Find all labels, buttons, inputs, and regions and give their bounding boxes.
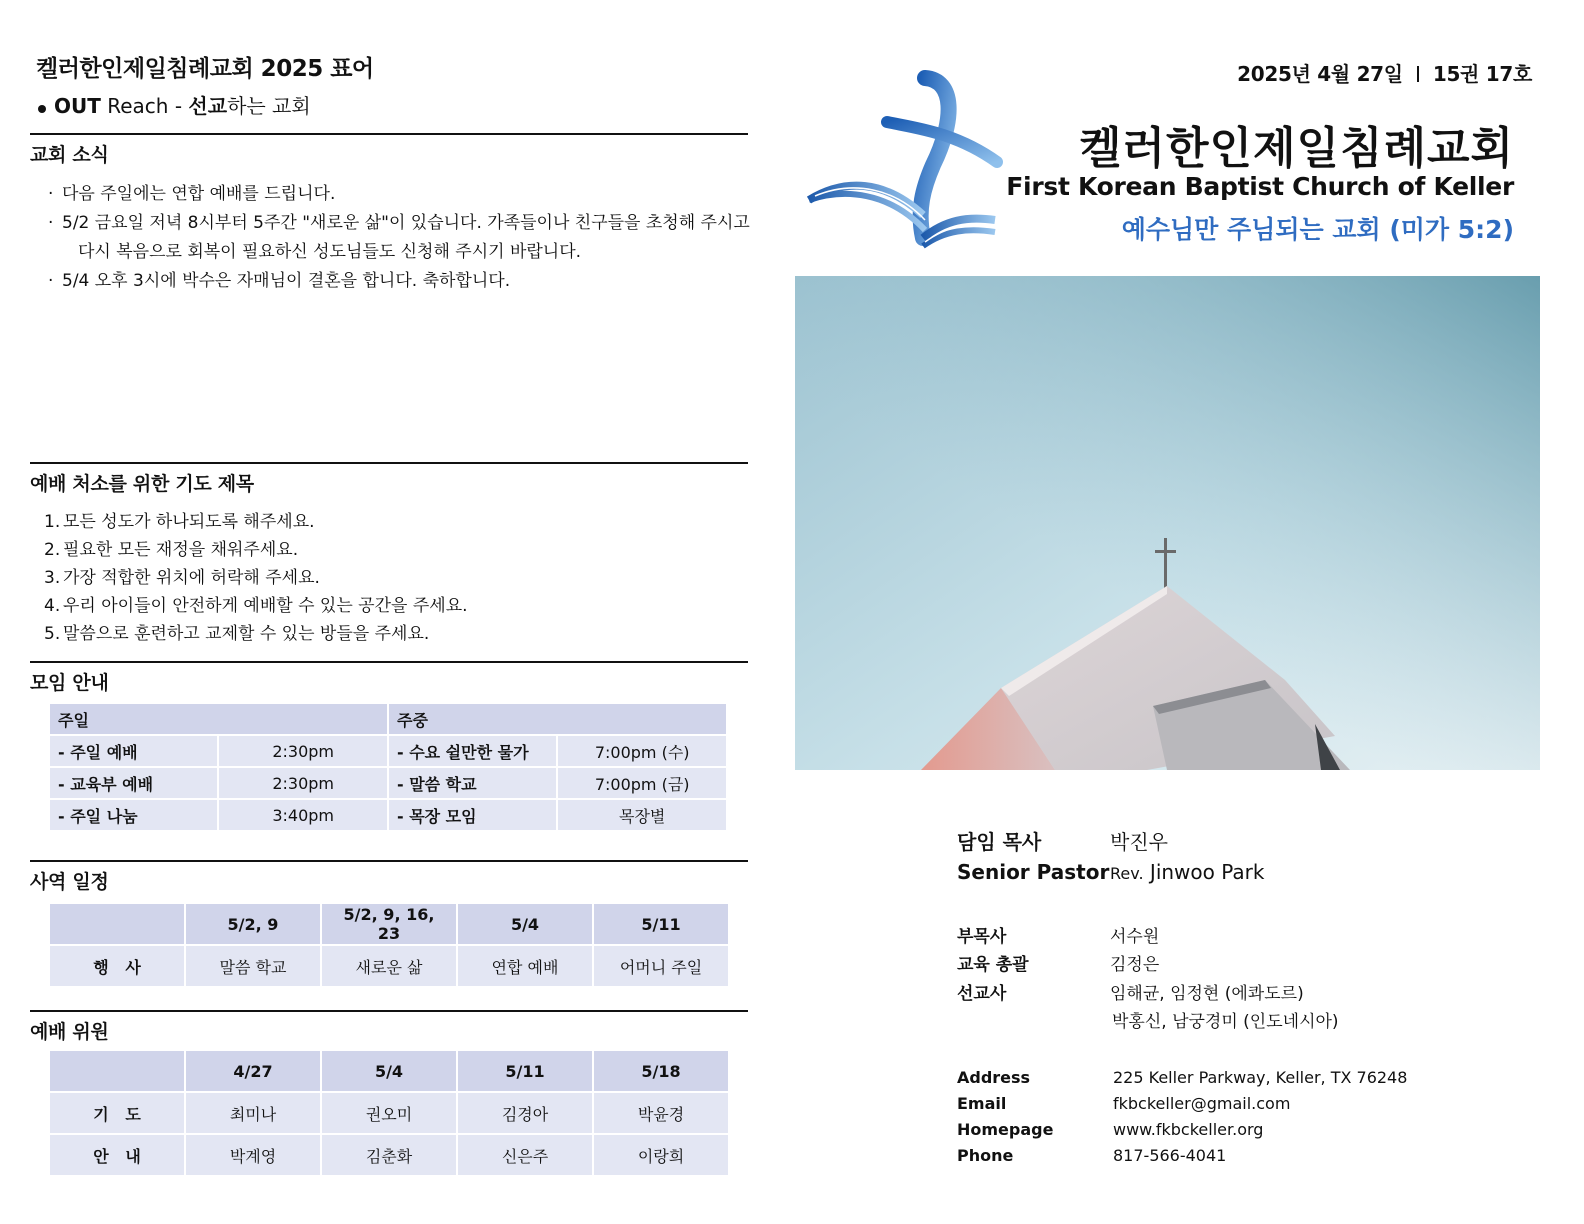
committee-name: 김춘화 [322,1135,456,1175]
divider [30,1010,748,1012]
motto-middle: Reach - [100,94,189,118]
church-logo-icon [805,70,1005,250]
committee-date: 5/18 [594,1051,728,1091]
meeting-time: 7:00pm (금) [558,768,726,798]
church-name-korean: 켈러한인제일침례교회 [1078,123,1514,174]
senior-pastor-name-en: Rev. Jinwoo Park [1110,860,1265,884]
empty-header [50,904,184,944]
committee-name: 최미나 [186,1093,320,1133]
committee-name: 박윤경 [594,1093,728,1133]
committee-row-label: 안 내 [50,1135,184,1175]
meeting-name: - 주일 예배 [50,736,217,766]
divider [30,133,748,135]
prayer-item: 2. 필요한 모든 재정을 채워주세요. [44,540,299,560]
motto-bold: 선교 [188,94,228,118]
missionary-label: 선교사 [957,984,1007,1004]
ministry-date: 5/4 [458,904,592,944]
phone-value: 817-566-4041 [1113,1146,1227,1165]
email-value[interactable]: fkbckeller@gmail.com [1113,1094,1291,1113]
committee-date: 5/11 [458,1051,592,1091]
prayer-title: 예배 처소를 위한 기도 제목 [30,473,254,495]
committee-name: 신은주 [458,1135,592,1175]
table-row [50,704,726,734]
meeting-time: 목장별 [558,800,726,830]
email-label: Email [957,1094,1007,1113]
meeting-name: - 목장 모임 [389,800,556,830]
ministry-table [48,902,730,988]
senior-pastor-label-en: Senior Pastor [957,860,1110,884]
meeting-name: - 수요 쉴만한 물가 [389,736,556,766]
address-value: 225 Keller Parkway, Keller, TX 76248 [1113,1068,1408,1087]
table-row [50,904,728,944]
motto-prefix: OUT [54,94,101,118]
meeting-time: 2:30pm [219,736,387,766]
table-row [50,946,728,986]
meeting-time: 2:30pm [219,768,387,798]
committee-title: 예배 위원 [30,1021,109,1043]
meeting-name: - 주일 나눔 [50,800,217,830]
homepage-link[interactable]: www.fkbckeller.org [1113,1120,1264,1139]
ministry-row-label: 행 사 [50,946,184,986]
table-row [50,1051,728,1091]
ministry-date: 5/2, 9, 16, 23 [322,904,456,944]
prayer-item: 3. 가장 적합한 위치에 허락해 주세요. [44,568,320,588]
education-label: 교육 총괄 [957,955,1029,975]
news-title: 교회 소식 [30,144,109,166]
meeting-name: - 교육부 예배 [50,768,217,798]
committee-name: 김경아 [458,1093,592,1133]
church-name-english: First Korean Baptist Church of Keller [1006,172,1514,201]
ministry-event: 말씀 학교 [186,946,320,986]
table-row [50,1093,728,1133]
missionary-line-1: 임해균, 임정현 (에콰도르) [1110,984,1304,1004]
separator [1417,66,1419,82]
divider [30,661,748,663]
ministry-event: 연합 예배 [458,946,592,986]
committee-name: 권오미 [322,1093,456,1133]
meetings-table [48,702,728,832]
divider [30,860,748,862]
senior-pastor-label-ko: 담임 목사 [957,830,1042,854]
phone-label: Phone [957,1146,1014,1165]
church-tagline: 예수님만 주님되는 교회 (미가 5:2) [1121,215,1514,244]
missionary-line-2: 박홍신, 남궁경미 (인도네시아) [1112,1012,1339,1032]
table-row [50,768,726,798]
ministry-event: 어머니 주일 [594,946,728,986]
issue-date: 2025년 4월 27일 [1237,62,1403,86]
issue-number: 15권 17호 [1432,62,1532,86]
meeting-time: 7:00pm (수) [558,736,726,766]
table-row [50,1135,728,1175]
bullet-icon [38,105,46,113]
meeting-time: 3:40pm [219,800,387,830]
committee-name: 박계영 [186,1135,320,1175]
ministry-event: 새로운 삶 [322,946,456,986]
ministry-title: 사역 일정 [30,871,109,893]
senior-pastor-name-ko: 박진우 [1110,830,1168,854]
committee-date: 5/4 [322,1051,456,1091]
prayer-item: 4. 우리 아이들이 안전하게 예배할 수 있는 공간을 주세요. [44,596,468,616]
news-item: · 5/4 오후 3시에 박수은 자매님이 결혼을 합니다. 축하합니다. [48,271,511,291]
news-list [46,180,776,296]
prayer-list [44,508,468,648]
table-row [50,736,726,766]
news-item-continued: 다시 복음으로 회복이 필요하신 성도님들도 신청해 주시기 바랍니다. [78,242,582,262]
prayer-item: 5. 말씀으로 훈련하고 교제할 수 있는 방들을 주세요. [44,624,430,644]
ministry-date: 5/2, 9 [186,904,320,944]
table-row [50,800,726,830]
committee-table [48,1049,730,1177]
associate-pastor-label: 부목사 [957,927,1007,947]
motto-title: 켈러한인제일침례교회 2025 표어 [36,56,374,82]
news-item: · 5/2 금요일 저녁 8시부터 5주간 "새로운 삶"이 있습니다. 가족들이나 친구들을 초청해 주시고 [48,213,750,233]
divider [30,462,748,464]
committee-name: 이랑희 [594,1135,728,1175]
homepage-label: Homepage [957,1120,1054,1139]
address-label: Address [957,1068,1031,1087]
meetings-title: 모임 안내 [30,672,109,694]
meetings-sunday-header: 주일 [50,704,387,734]
meeting-name: - 말씀 학교 [389,768,556,798]
empty-header [50,1051,184,1091]
prayer-item: 1. 모든 성도가 하나되도록 해주세요. [44,512,315,532]
issue-info [1237,58,1532,87]
education-name: 김정은 [1110,955,1160,975]
meetings-weekday-header: 주중 [389,704,726,734]
committee-date: 4/27 [186,1051,320,1091]
motto-item [38,90,311,119]
associate-pastor-name: 서수원 [1110,927,1160,947]
news-item: · 다음 주일에는 연합 예배를 드립니다. [48,184,336,204]
church-roof-photo [795,276,1540,770]
motto-suffix: 하는 교회 [227,94,311,118]
ministry-date: 5/11 [594,904,728,944]
committee-row-label: 기 도 [50,1093,184,1133]
